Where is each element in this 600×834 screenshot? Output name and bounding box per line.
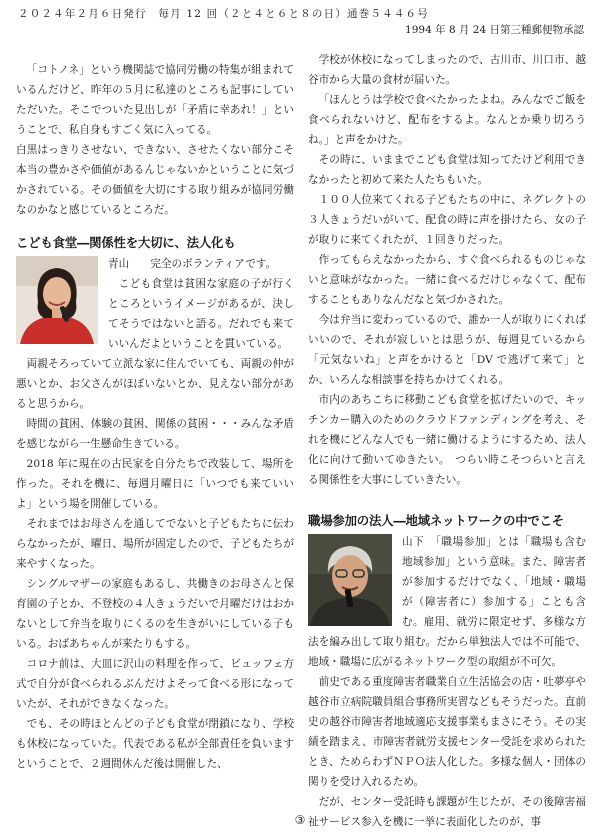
right-column <box>308 50 586 832</box>
body-paragraph: だが、センター受託時も課題が生じたが、その後障害福祉サービス参入を機に一挙に表面化したのが、事 <box>308 796 586 828</box>
postal-approval-line: 1994 年 8 月 24 日第三種郵便物承認 <box>405 24 584 36</box>
body-paragraph: 前史である重度障害者職業自立生活協会の店・吐夢亭や越谷市立病院職員組合事務所実習などもそうだった。直前史の越谷市障害者地域適応支援事業もまさにそう。その実績を踏まえ、市障害者就労支援センター受託を求められたとき、ためらわずＮＰＯ法人化した。多様な個人・団体の関りを受け入れるため。 <box>308 676 586 788</box>
photo-aoyama <box>16 256 98 344</box>
body-paragraph: １００人位来てくれる子どもたちの中に、ネグレクトの３人きょうだいがいて、配食の時に声を掛けたら、女の子が取りに来てくれたが、１回きりだった。 <box>308 194 586 246</box>
body-paragraph: コロナ前は、大皿に沢山の料理を作って、ビュッフェ方式で自分が食べられるぶんだけよそって食べる形になっていたが、それができなくなった。 <box>16 658 294 710</box>
left-column <box>16 50 294 774</box>
body-paragraph: 2018 年に現在の古民家を自分たちで改装して、場所を作った。それを機に、毎週月曜日に「いつでも来ていいよ」という場を開催している。 <box>16 458 294 510</box>
lead-yamashita: 山下 「職場参加」とは「職場も含む地域参加」という意味。また、障害者が参加するだけでなく、「地域・職場が（障害者に）参加する」ことも含む。雇用、就労に限定せず、多様な方法を編み出して取り組む。だから単独法人では不可能で、地域・職場に広がるネットワーク型の取組が不可欠。 <box>308 536 586 668</box>
intro-paragraph: 「コトノネ」という機関誌で協同労働の特集が組まれているんだけど、昨年の５月に私達のところも記事にしていただいた。そこでついた見出しが「矛盾に幸あれ！」ということで、私自身もすごく気に入ってる。 <box>16 64 294 136</box>
body-paragraph: こども食堂は貧困な家庭の子が行くところというイメージがあるが、決してそうではないと語る。だれでも来ていいんだよということを貫いている。 <box>108 278 294 350</box>
page-number: ③ <box>294 813 306 827</box>
section-heading-kodomo-shokudo: こども食堂―関係性を大切に、法人化も <box>16 235 236 250</box>
body-paragraph: それまではお母さんを通してでないと子どもたちに伝わらなかったが、曜日、場所が固定したので、子どもたちが来やすくなった。 <box>16 518 294 570</box>
issue-header: ２０２４年２月６日発行 毎月 12 回（２と４と６と８の日）通巻５４４６号 <box>18 8 429 20</box>
intro-paragraph: 白黒はっきりさせない、できない、させたくない部分こそ本当の豊かさや価値があるんじゃないかということに気づかされている。その価値を大切にする取り組みが協同労働なのかなと感じているところだ。 <box>16 144 294 216</box>
body-paragraph: 学校が休校になってしまったので、古川市、川口市、越谷市から大量の食材が届いた。 <box>308 54 586 86</box>
photo-yamashita <box>308 534 392 626</box>
body-paragraph: でも、その時ほとんどの子ども食堂が閉鎖になり、学校も休校になっていた。代表である私が全部責任を負いますということで、２週間休んだ後は開催した、 <box>16 718 294 770</box>
body-paragraph: 作ってもらえなかったから、すぐ食べられるものじゃないと意味がなかった。一緒に食べるだけじゃなくて、配布することもありなんだなと気づかされた。 <box>308 254 586 306</box>
body-paragraph: 時間の貧困、体験の貧困、関係の貧困・・・みんな矛盾を感じながら一生懸命生きている。 <box>16 418 294 450</box>
section-heading-shokuba-sanka: 職場参加の法人―地域ネットワークの中でこそ <box>308 513 565 528</box>
body-paragraph: 市内のあちこちに移動こども食堂を拡げたいので、キッチンカー購入のためのクラウドファンディングを考え、それを機にどんな人でも一緒に働けるようにするため、法人化に向けて動いてゆきたい。 つらい時こそつらいと言える関係性を大事にしていきたい。 <box>308 394 586 486</box>
body-paragraph: 両親そろっていて立派な家に住んでいても、両親の仲が悪いとか、お父さんがほぼいないとか、見えない部分があると思うから。 <box>16 358 294 410</box>
body-paragraph: 「ほんとうは学校で食べたかったよね。みんなでご飯を食べられないけど、配布をするよ。なんとか乗り切ろうね。」と声をかけた。 <box>308 94 586 146</box>
body-paragraph: その時に、いままでこども食堂は知ってたけど利用できなかったと初めて来た人たちもいた。 <box>308 154 586 186</box>
body-paragraph: シングルマザーの家庭もあるし、共働きのお母さんと保育園の子とか、不登校の４人きょうだいで月曜だけはおかないとして弁当を取りにくるのを生きがいにしている子もいる。おばあちゃんが来たりもする。 <box>16 578 294 650</box>
lead-aoyama: 青山 完全のボランティアです。 <box>108 258 277 270</box>
body-paragraph: 今は弁当に変わっているので、誰か一人が取りにくればいいので、それが寂しいとは思うが、毎週見ているから「元気ないね」と声をかけると「DV で逃げて来て」とか、いろんな相談事を持ちかけてくれる。 <box>308 314 586 386</box>
